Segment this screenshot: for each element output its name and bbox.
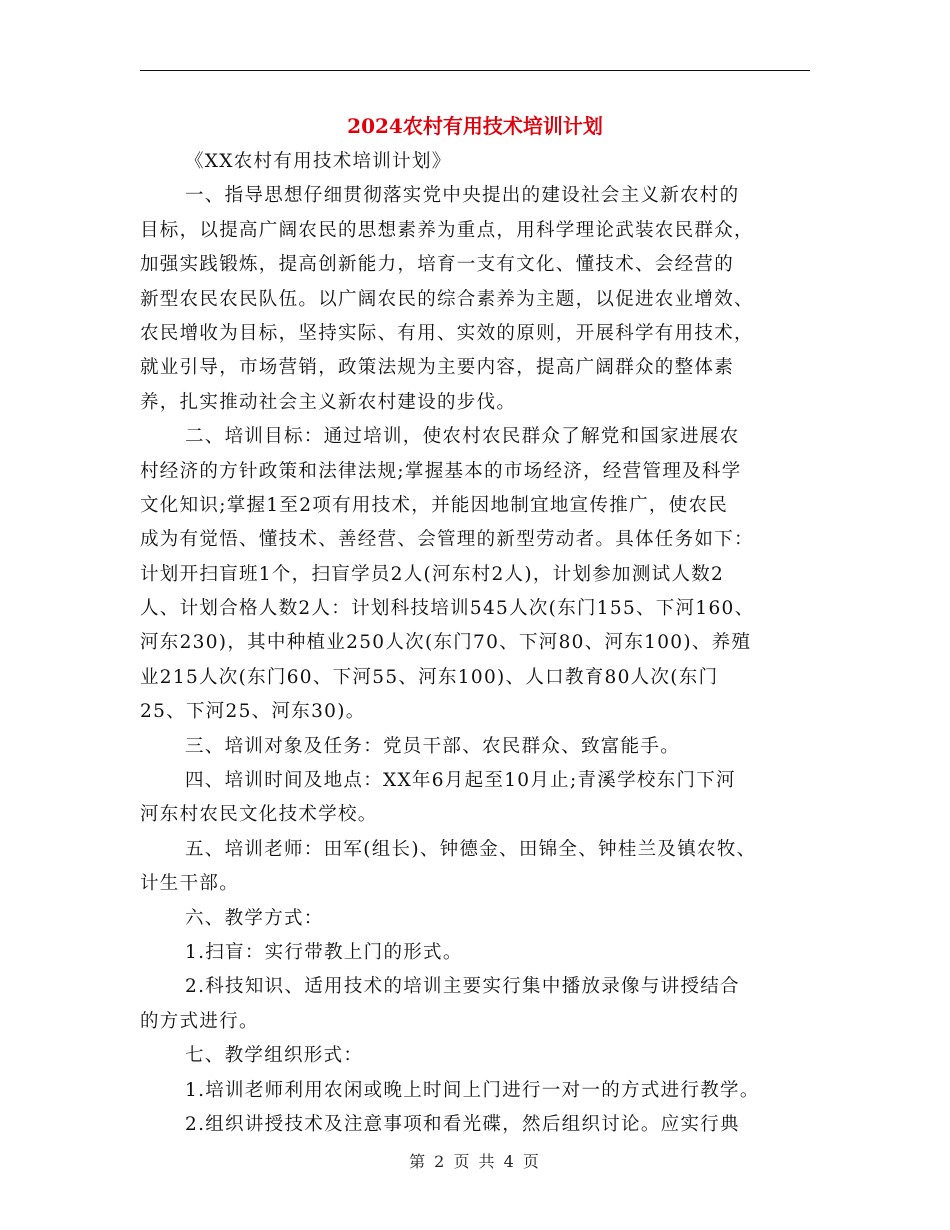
text-line: 河东村农民文化技术学校。 xyxy=(140,804,378,826)
text-line: 七、教学组织形式： xyxy=(185,1045,364,1067)
text-line: 六、教学方式： xyxy=(185,907,324,929)
text-line: 就业引导，市场营销，政策法规为主要内容，提高广阔群众的整体素 xyxy=(140,357,735,379)
text-line: 2.科技知识、适用技术的培训主要实行集中播放录像与讲授结合 xyxy=(185,976,740,998)
text-line: 业215人次(东门60、下河55、河东100)、人口教育80人次(东门 xyxy=(140,666,719,688)
text-line: 成为有觉悟、懂技术、善经营、会管理的新型劳动者。具体任务如下： xyxy=(140,529,754,551)
text-line: 计生干部。 xyxy=(140,873,240,895)
text-line: 新型农民农民队伍。以广阔农民的综合素养为主题，以促进农业增效、 xyxy=(140,288,754,310)
text-line: 1.扫盲：实行带教上门的形式。 xyxy=(185,941,463,963)
text-line: 1.培训老师利用农闲或晚上时间上门进行一对一的方式进行教学。 xyxy=(185,1079,760,1101)
text-line: 文化知识;掌握1至2项有用技术，并能因地制宜地宣传推广，使农民 xyxy=(140,494,729,516)
text-line: 村经济的方针政策和法律法规;掌握基本的市场经济，经营管理及科学 xyxy=(140,460,742,482)
text-line: 加强实践锻炼，提高创新能力，培育一支有文化、懂技术、会经营的 xyxy=(140,254,735,276)
text-line: 河东230)，其中种植业250人次(东门70、下河80、河东100)、养殖 xyxy=(140,632,752,654)
text-line: 农民增收为目标，坚持实际、有用、实效的原则，开展科学有用技术， xyxy=(140,322,754,344)
header-rule xyxy=(140,70,810,71)
text-line: 2.组织讲授技术及注意事项和看光碟，然后组织讨论。应实行典 xyxy=(185,1113,740,1135)
text-line: 25、下河25、河东30)。 xyxy=(140,701,366,723)
text-line: 五、培训老师：田军(组长)、钟德金、田锦全、钟桂兰及镇农牧、 xyxy=(185,838,757,860)
document-body xyxy=(140,145,810,1142)
document-title: 2024农村有用技术培训计划 xyxy=(347,114,603,138)
text-line: 四、培训时间及地点：XX年6月起至10月止;青溪学校东门下河 xyxy=(185,770,736,792)
text-line: 一、指导思想仔细贯彻落实党中央提出的建设社会主义新农村的 xyxy=(185,185,740,207)
text-line: 《XX农村有用技术培训计划》 xyxy=(185,151,452,172)
text-line: 计划开扫盲班1个，扫盲学员2人(河东村2人)，计划参加测试人数2 xyxy=(140,563,725,585)
text-line: 人、计划合格人数2人：计划科技培训545人次(东门155、下河160、 xyxy=(140,598,755,620)
text-line: 三、培训对象及任务：党员干部、农民群众、致富能手。 xyxy=(185,735,681,757)
text-line: 目标，以提高广阔农民的思想素养为重点，用科学理论武装农民群众， xyxy=(140,219,754,241)
page-footer: 第 2 页 共 4 页 xyxy=(409,1152,541,1171)
text-line: 养，扎实推动社会主义新农村建设的步伐。 xyxy=(140,391,517,413)
text-line: 的方式进行。 xyxy=(140,1010,259,1032)
text-line: 二、培训目标：通过培训，使农村农民群众了解党和国家进展农 xyxy=(185,426,740,448)
